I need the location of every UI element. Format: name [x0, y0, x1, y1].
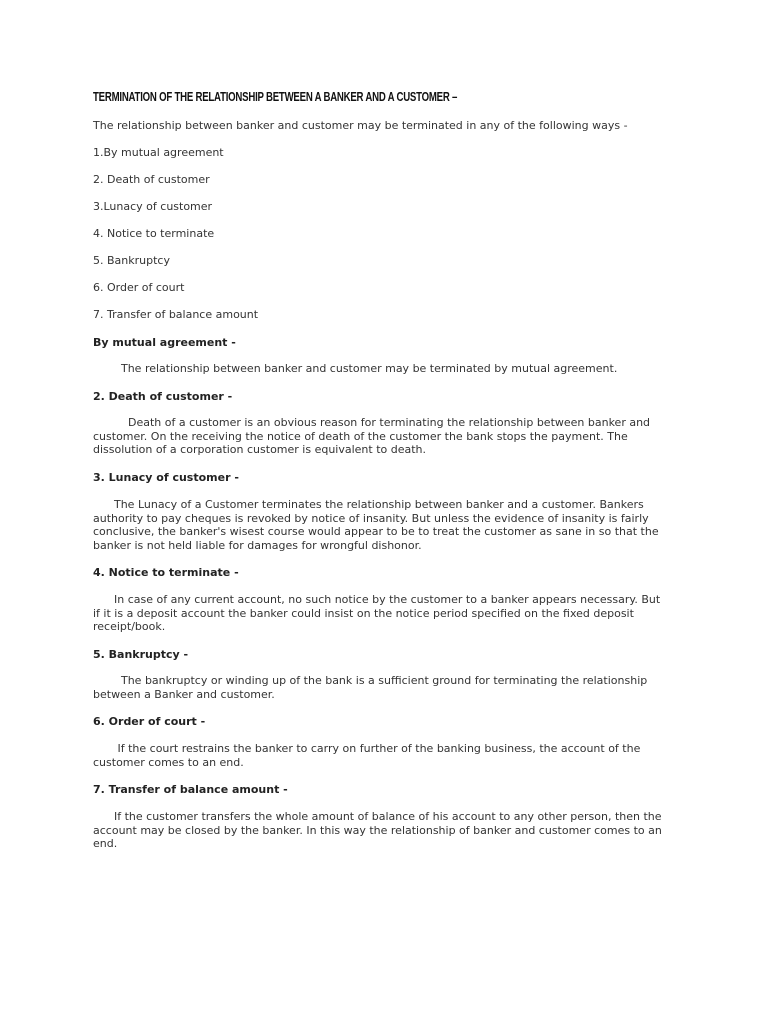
- section-body: Death of a customer is an obvious reason for terminating the relationship between banker and customer. On the receiving the notice of death of the customer the bank stops the payment. The dissolution of a corporation customer is equivalent to death.: [93, 416, 651, 457]
- list-item: 5. Bankruptcy: [93, 254, 170, 267]
- list-item: 6. Order of court: [93, 281, 185, 294]
- section-body: The bankruptcy or winding up of the bank is a sufficient ground for terminating the relationship between a Banker and customer.: [93, 674, 648, 701]
- section-heading: By mutual agreement -: [93, 336, 236, 349]
- list-item: 7. Transfer of balance amount: [93, 308, 259, 321]
- section-heading: 3. Lunacy of customer -: [93, 471, 239, 484]
- document-title: TERMINATION OF THE RELATIONSHIP BETWEEN A BANKER AND A CUSTOMER –: [93, 89, 458, 104]
- section-body: If the customer transfers the whole amount of balance of his account to any other person, then the account may be closed by the banker. In this way the relationship of banker and customer comes to an end.: [93, 810, 662, 851]
- list-item: 1.By mutual agreement: [93, 146, 224, 159]
- section-heading: 4. Notice to terminate -: [93, 566, 239, 579]
- section-body: The Lunacy of a Customer terminates the relationship between banker and a customer. Bankers authority to pay cheques is revoked by notice of insanity. But unless the evidence of insanity is fairly conclusive, the banker's wisest course would appear to be to treat the customer as sane in so that the banker is not held liable for damages for wrongful dishonor.: [93, 498, 659, 552]
- list-item: 2. Death of customer: [93, 173, 210, 186]
- list-item: 3.Lunacy of customer: [93, 200, 213, 213]
- section-heading: 7. Transfer of balance amount -: [93, 783, 288, 796]
- section-heading: 5. Bankruptcy -: [93, 648, 189, 661]
- section-body: In case of any current account, no such notice by the customer to a banker appears necessary. But if it is a deposit account the banker could insist on the notice period specified on the fixed deposit receipt/book.: [93, 593, 661, 634]
- intro-paragraph: The relationship between banker and customer may be terminated in any of the following ways -: [93, 119, 628, 132]
- list-item: 4. Notice to terminate: [93, 227, 215, 240]
- section-heading: 2. Death of customer -: [93, 390, 233, 403]
- section-heading: 6. Order of court -: [93, 715, 206, 728]
- section-body: If the court restrains the banker to carry on further of the banking business, the account of the customer comes to an end.: [93, 742, 641, 769]
- section-body: The relationship between banker and customer may be terminated by mutual agreement.: [93, 362, 618, 375]
